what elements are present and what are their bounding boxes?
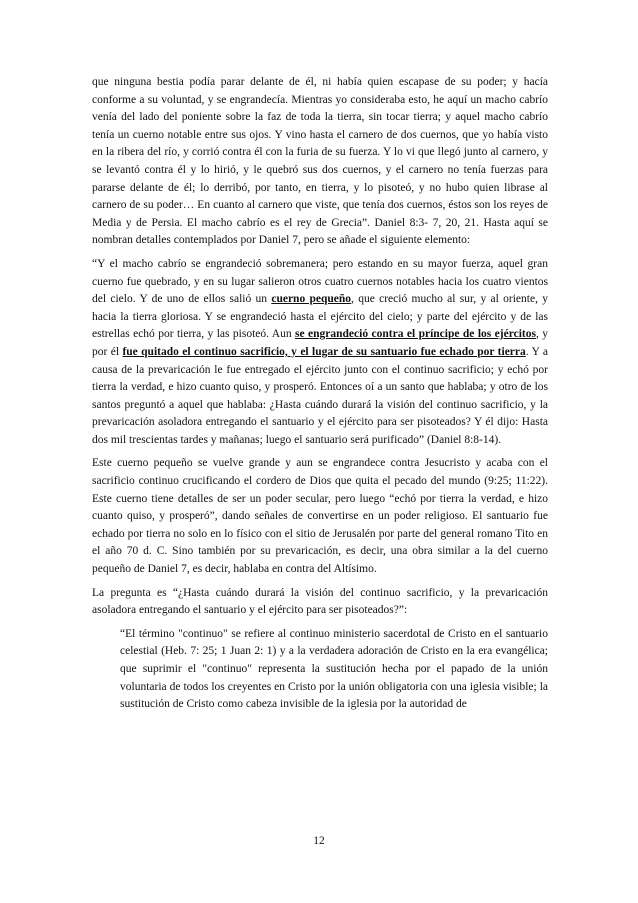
paragraph-daniel-8-vision: que ninguna bestia podía parar delante de él, ni había quien escapase de su poder; y hacía conforme a su voluntad, y se engrandecía. Mientras yo consideraba esto, he aquí un macho cabrío venía del lado del poniente sobre la faz de toda la tierra, sin tocar tierra; y aquel macho cabrío tenía un cuerno notable entre sus ojos. Y vino hasta el carnero de dos cuernos, que yo había visto en la ribera del río, y corrió contra él con la furia de su fuerza. Y lo vi que llegó junto al carnero, y se levantó contra él y lo hirió, y le quebró sus dos cuernos, y el carnero no tenía fuerzas para pararse delante de él; lo derribó, por tanto, en tierra, y lo pisoteó, y no hubo quien librase al carnero de su poder… En cuanto al carnero que viste, que tenía dos cuernos, éstos son los reyes de Media y de Persia. El macho cabrío es el rey de Grecia”. Daniel 8:3- 7, 20, 21. Hasta aquí se nombran detalles contemplados por Daniel 7, pero se añade el siguiente elemento: xyxy=(92,76,548,247)
quote-text-segment: , que creció mucho al sur, y al oriente, y hacia la tierra gloriosa. Y se engrandeció hasta el ejército del cielo; y parte del ejército y de las estrellas echó por tierra, y las pisoteó. Aun xyxy=(92,293,548,341)
emphasis-little-horn: cuerno pequeño xyxy=(271,293,352,306)
quote-text-segment: . Y a causa de la prevaricación le fue entregado el ejército junto con el continuo sacrificio; y echó por tierra la verdad, e hizo cuanto quiso, y prosperó. Entonces oí a un santo que hablaba; y otro de los santos preguntó a aquel que hablaba: ¿Hasta cuándo durará la visión del continuo sacrificio, y la prevaricación asoladora entregando el santuario y el ejército para ser pisoteados? Y él dijo: Hasta dos mil trescientas tardes y mañanas; luego el santuario será purificado” (Daniel 8:8-14). xyxy=(92,345,548,446)
block-quote-continuo: “El término "continuo" se refiere al continuo ministerio sacerdotal de Cristo en el santuario celestial (Heb. 7: 25; 1 Juan 2: 1) y a la verdadera adoración de Cristo en la era evangélica; que suprimir el "continuo" representa la sustitución hecha por el papado de la unión voluntaria de todos los creyentes en Cristo por la unión obligatoria con una iglesia visible; la sustitución de Cristo como cabeza invisible de la iglesia por la autoridad de xyxy=(120,627,548,711)
page-number: 12 xyxy=(313,835,325,847)
paragraph-horn-interpretation: Este cuerno pequeño se vuelve grande y aun se engrandece contra Jesucristo y acaba con el sacrificio continuo crucificando el cordero de Dios que quita el pecado del mundo (9:25; 11:22). Este cuerno tiene detalles de ser un poder secular, pero luego “echó por tierra la verdad, e hizo cuanto quiso, y prosperó”, dando señales de convertirse en un poder religioso. El santuario fue echado por tierra no solo en lo físico con el sitio de Jerusalén por parte del general romano Tito en el año 70 d. C. Sino también por su prevaricación, es decir, una obra similar a la del cuerno pequeño de Daniel 7, es decir, hablaba en contra del Altísimo. xyxy=(92,457,548,576)
paragraph-question: La pregunta es “¿Hasta cuándo durará la visión del continuo sacrificio, y la prevaricación asoladora entregando el santuario y el ejército para ser pisoteados?”: xyxy=(92,586,548,617)
quote-text-segment: “Y el macho cabrío se engrandeció sobremanera; pero estando en su mayor fuerza, aquel gran cuerno fue quebrado, y en su lugar salieron otros cuatro cuernos notables hacia los cuatro vientos del cielo. Y de uno de ellos salió un xyxy=(92,257,548,306)
paragraph-little-horn-quote xyxy=(92,256,548,450)
quote-text-segment: , y por él xyxy=(92,328,549,358)
page-body xyxy=(92,74,548,714)
emphasis-daily-sacrifice-taken: fue quitado el continuo sacrificio, y el lugar de su santuario fue echado por tierra xyxy=(122,345,526,358)
emphasis-prince-of-host: se engrandeció contra el príncipe de los ejércitos xyxy=(295,328,536,341)
